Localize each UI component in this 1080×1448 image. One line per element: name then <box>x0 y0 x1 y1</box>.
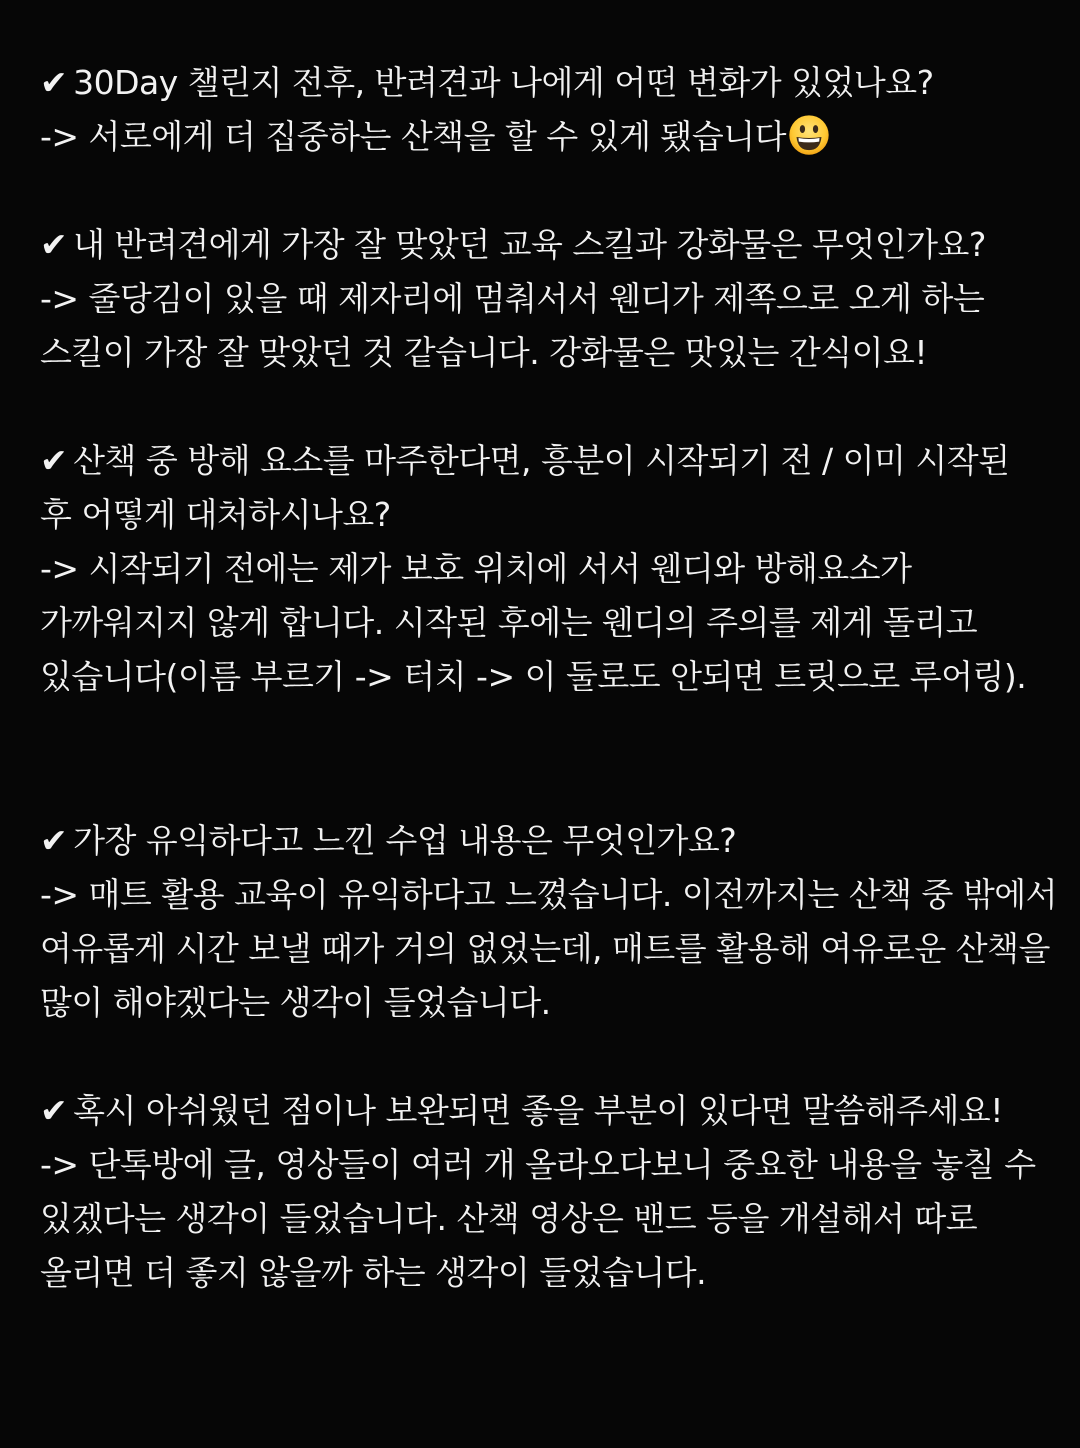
question-4 <box>40 814 1050 868</box>
question-3-line-2: 후 어떻게 대처하시나요? <box>40 495 391 534</box>
answer-4-line-1: -> 매트 활용 교육이 유익하다고 느꼈습니다. 이전까지는 산책 중 밖에서 <box>40 875 1058 914</box>
qa-document <box>40 56 1058 1300</box>
answer-5-line-1: -> 단톡방에 글, 영상들이 여러 개 올라오다보니 중요한 내용을 놓칠 수 <box>40 1145 1036 1184</box>
check-icon: ✔ <box>40 441 68 480</box>
answer-5-line-2: 있겠다는 생각이 들었습니다. 산책 영상은 밴드 등을 개설해서 따로 <box>40 1199 978 1238</box>
question-2 <box>40 218 1050 272</box>
qa-block-4 <box>40 814 1058 1030</box>
question-1-text: 30Day 챌린지 전후, 반려견과 나에게 어떤 변화가 있었나요? <box>73 63 934 102</box>
qa-block-1 <box>40 56 1050 164</box>
check-icon: ✔ <box>40 225 68 264</box>
check-icon: ✔ <box>40 821 68 860</box>
answer-2-line-1: -> 줄당김이 있을 때 제자리에 멈춰서서 웬디가 제쪽으로 오게 하는 <box>40 279 985 318</box>
answer-3-line-1: -> 시작되기 전에는 제가 보호 위치에 서서 웬디와 방해요소가 <box>40 549 912 588</box>
answer-4-line-3: 많이 해야겠다는 생각이 들었습니다. <box>40 983 551 1022</box>
check-icon: ✔ <box>40 63 68 102</box>
grinning-face-icon <box>788 114 830 156</box>
answer-3-line-3: 있습니다(이름 부르기 -> 터치 -> 이 둘로도 안되면 트릿으로 루어링). <box>40 657 1027 696</box>
question-1 <box>40 56 1050 110</box>
answer-5-line-3: 올리면 더 좋지 않을까 하는 생각이 들었습니다. <box>40 1253 707 1292</box>
question-5-text: 혹시 아쉬웠던 점이나 보완되면 좋을 부분이 있다면 말씀해주세요! <box>73 1091 1004 1130</box>
qa-block-3 <box>40 434 1050 704</box>
question-3-text: 산책 중 방해 요소를 마주한다면, 흥분이 시작되기 전 / 이미 시작된 <box>73 441 1010 480</box>
answer-3-line-2: 가까워지지 않게 합니다. 시작된 후에는 웬디의 주의를 제게 돌리고 <box>40 603 978 642</box>
answer-1-line-1 <box>40 110 1050 164</box>
question-4-text: 가장 유익하다고 느낀 수업 내용은 무엇인가요? <box>73 821 737 860</box>
answer-2-line-2: 스킬이 가장 잘 맞았던 것 같습니다. 강화물은 맛있는 간식이요! <box>40 333 928 372</box>
answer-4-line-2: 여유롭게 시간 보낼 때가 거의 없었는데, 매트를 활용해 여유로운 산책을 <box>40 929 1050 968</box>
question-3-line-1 <box>40 434 1050 488</box>
qa-block-2 <box>40 218 1050 380</box>
qa-block-5 <box>40 1084 1050 1300</box>
check-icon: ✔ <box>40 1091 68 1130</box>
answer-1-text: -> 서로에게 더 집중하는 산책을 할 수 있게 됐습니다 <box>40 117 787 156</box>
question-5 <box>40 1084 1050 1138</box>
question-2-text: 내 반려견에게 가장 잘 맞았던 교육 스킬과 강화물은 무엇인가요? <box>73 225 986 264</box>
